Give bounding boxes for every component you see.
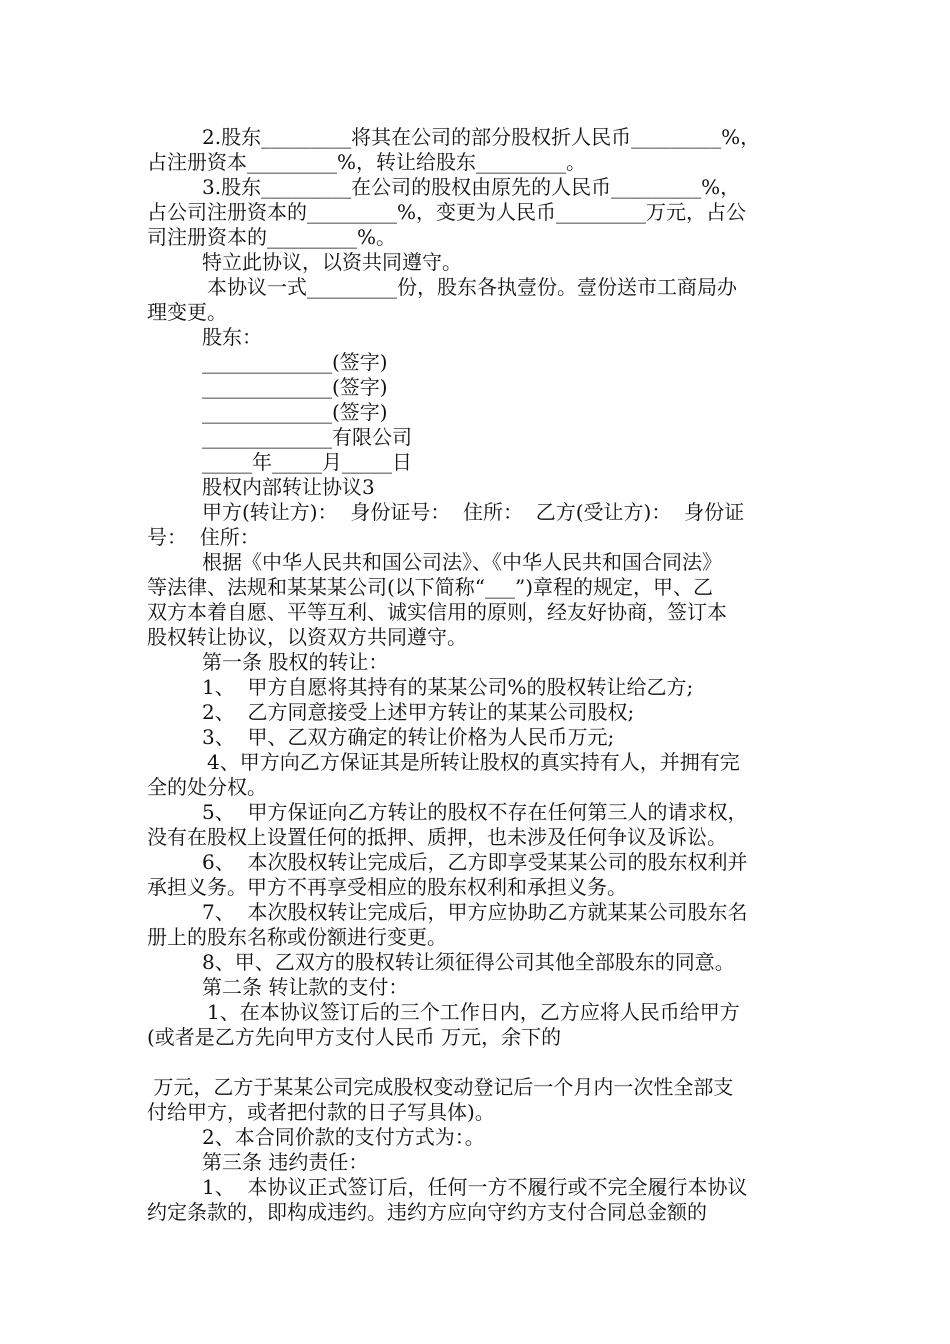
article-1-item-6-b: 承担义务。甲方不再享受相应的股东权利和承担义务。 <box>147 875 627 899</box>
date-line: _____年_____月_____日 <box>202 450 412 474</box>
copies-line-1: 本协议一式_________份，股东各执壹份。壹份送市工商局办 <box>207 275 737 299</box>
article-2-item-1-a: 1、在本协议签订后的三个工作日内，乙方应将人民币给甲方 <box>207 1000 740 1024</box>
article-2-heading: 第二条 转让款的支付： <box>202 975 409 999</box>
preamble-line-1: 根据《中华人民共和国公司法》、《中华人民共和国合同法》 <box>202 550 722 574</box>
signature-line-3: _____________(签字) <box>202 400 388 424</box>
copies-line-2: 理变更。 <box>147 300 227 324</box>
clause-3-line-1: 3.股东_________在公司的股权由原先的人民币_________%， <box>202 175 741 199</box>
article-3-item-1-a: 1、 本协议正式签订后，任何一方不履行或不完全履行本协议 <box>202 1175 748 1199</box>
article-2-item-1-d: 付给甲方，或者把付款的日子写具体)。 <box>147 1100 495 1124</box>
preamble-line-3: 双方本着自愿、平等互利、诚实信用的原则，经友好协商，签订本 <box>147 600 727 624</box>
signature-line-1: _____________(签字) <box>202 350 388 374</box>
signature-line-2: _____________(签字) <box>202 375 388 399</box>
article-1-item-7-b: 册上的股东名称或份额进行变更。 <box>147 925 447 949</box>
article-2-item-1-b: (或者是乙方先向甲方支付人民币 万元，余下的 <box>147 1025 562 1049</box>
article-1-item-5-b: 没有在股权上设置任何的抵押、质押，也未涉及任何争议及诉讼。 <box>147 825 727 849</box>
article-1-item-1: 1、 甲方自愿将其持有的某某公司%的股权转让给乙方; <box>202 675 694 699</box>
clause-2-line-2: 占注册资本_________%，转让给股东_________。 <box>147 150 587 174</box>
company-name-line: _____________有限公司 <box>202 425 412 449</box>
article-2-item-2: 2、本合同价款的支付方式为：。 <box>202 1125 485 1149</box>
article-1-item-2: 2、 乙方同意接受上述甲方转让的某某公司股权; <box>202 700 635 724</box>
article-3-item-1-b: 约定条款的，即构成违约。违约方应向守约方支付合同总金额的 <box>147 1200 707 1224</box>
article-1-item-6-a: 6、 本次股权转让完成后，乙方即享受某某公司的股东权利并 <box>202 850 748 874</box>
article-3-heading: 第三条 违约责任： <box>202 1150 369 1174</box>
clause-3-line-3: 司注册资本的_________%。 <box>147 225 397 249</box>
preamble-line-4: 股权转让协议，以资双方共同遵守。 <box>147 625 467 649</box>
article-1-item-4-b: 全的处分权。 <box>147 775 267 799</box>
clause-2-line-1: 2.股东_________将其在公司的部分股权折人民币_________%， <box>202 125 761 149</box>
parties-line-1: 甲方(转让方)： 身份证号： 住所： 乙方(受让方)： 身份证 <box>202 500 745 524</box>
clause-3-line-2: 占公司注册资本的_________%，变更为人民币_________万元，占公 <box>147 200 747 224</box>
article-1-item-5-a: 5、 甲方保证向乙方转让的股权不存在任何第三人的请求权， <box>202 800 748 824</box>
agreement-title: 股权内部转让协议3 <box>202 475 375 499</box>
article-1-heading: 第一条 股权的转让： <box>202 650 389 674</box>
article-1-item-7-a: 7、 本次股权转让完成后，甲方应协助乙方就某某公司股东名 <box>202 900 748 924</box>
article-1-item-4-a: 4、甲方向乙方保证其是所转让股权的真实持有人，并拥有完 <box>207 750 740 774</box>
shareholders-label: 股东： <box>202 325 262 349</box>
preamble-line-2: 等法律、法规和某某某公司(以下简称“___”)章程的规定，甲、乙 <box>147 575 714 599</box>
agreement-statement: 特立此协议，以资共同遵守。 <box>202 250 462 274</box>
article-1-item-8: 8、甲、乙双方的股权转让须征得公司其他全部股东的同意。 <box>202 950 735 974</box>
article-1-item-3: 3、 甲、乙双方确定的转让价格为人民币万元; <box>202 725 615 749</box>
article-2-item-1-c: 万元，乙方于某某公司完成股权变动登记后一个月内一次性全部支 <box>147 1075 734 1099</box>
parties-line-2: 号： 住所： <box>147 525 260 549</box>
